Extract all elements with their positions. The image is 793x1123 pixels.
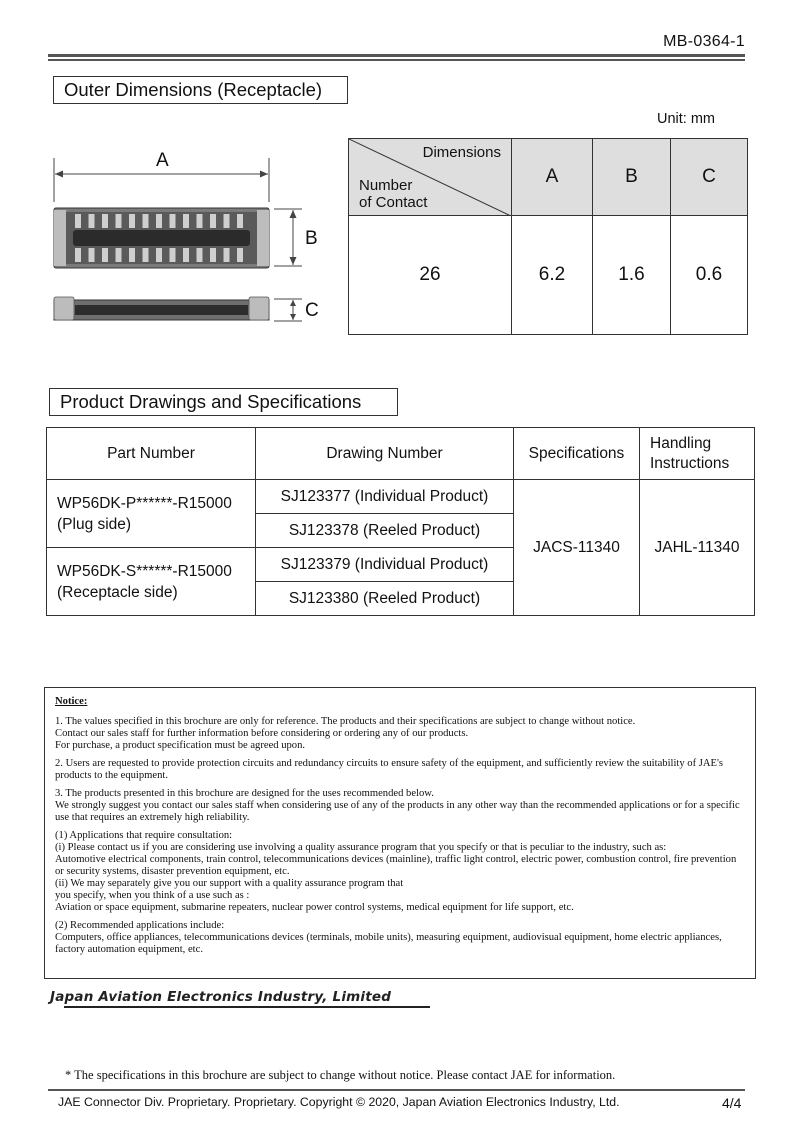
- dimension-label-c: C: [305, 300, 319, 321]
- header-specifications: Specifications: [514, 428, 640, 480]
- notice-box: [44, 687, 756, 979]
- connector-pin: [183, 248, 189, 262]
- notice-title: Notice:: [55, 696, 88, 707]
- dimension-label-a: A: [156, 150, 169, 171]
- header-cell-b: B: [593, 139, 671, 216]
- connector-pin: [210, 214, 216, 228]
- connector-pin: [143, 214, 149, 228]
- part-number-receptacle: [47, 548, 256, 616]
- connector-pin: [116, 248, 122, 262]
- connector-pin: [237, 214, 243, 228]
- connector-pin: [224, 248, 230, 262]
- company-logo-underline: [64, 1006, 430, 1008]
- header-rule-bottom: [48, 59, 745, 61]
- connector-pin: [116, 214, 122, 228]
- connector-pin: [170, 214, 176, 228]
- notice-paragraph-3: 3. The products presented in this brochure are designed for the uses recommended below. We strongly suggest you contact our sales staff when considering use of any of the products in any other way than the recommended applications or for a specific use that requires an extremely high reliability.: [55, 788, 740, 823]
- cell-b: 1.6: [593, 216, 671, 335]
- connector-pin: [102, 214, 108, 228]
- dimensions-table: [348, 138, 748, 335]
- footer-rule: [48, 1089, 745, 1091]
- corner-label-dimensions: Dimensions: [422, 144, 501, 161]
- cell-contacts: 26: [349, 216, 512, 335]
- connector-pin: [89, 214, 95, 228]
- header-handling-instructions: [640, 428, 755, 480]
- connector-pin: [156, 214, 162, 228]
- table-corner-cell: [349, 139, 512, 216]
- section-title-outer-dimensions: [53, 76, 348, 104]
- connector-pin: [170, 248, 176, 262]
- company-logo-text: Japan Aviation Electronics Industry, Limited: [50, 989, 392, 1005]
- part-side-text: (Plug side): [57, 515, 132, 533]
- receptacle-drawing: [45, 150, 335, 330]
- footer-copyright: JAE Connector Div. Proprietary. Proprietary. Copyright © 2020, Japan Aviation Electronics Industry, Ltd.: [58, 1095, 620, 1109]
- product-drawings-table: [46, 427, 755, 616]
- dimension-label-b: B: [305, 228, 318, 249]
- header-drawing-number: Drawing Number: [256, 428, 514, 480]
- header-handling-line2: Instructions: [650, 454, 730, 472]
- notice-paragraph-5: (2) Recommended applications include: Computers, office appliances, telecommunications devices (terminals, mobile units), measuring equipment, audiovisual equipment, home electric appliances, factory automation equipment, etc.: [55, 920, 722, 955]
- part-side-text: (Receptacle side): [57, 583, 178, 601]
- cell-c: 0.6: [671, 216, 748, 335]
- connector-pin: [183, 214, 189, 228]
- notice-paragraph-4: (1) Applications that require consultation: (i) Please contact us if you are considering use involving a quality assurance program that you specify or that is peculiar to the industry, such as: Automotive electrical components, train control, telecommunications devices (mainline), traffic light control, electric power, combustion control, fire prevention or security systems, disaster prevention equipment, etc. (ii) We may separately give you our support with a quality assurance program that you specify, when you think of a use such as : Aviation or space equipment, submarine repeaters, nuclear power control systems, medical equipment for life support, etc.: [55, 830, 737, 913]
- unit-label: Unit: mm: [657, 111, 715, 127]
- specifications-value: JACS-11340: [514, 480, 640, 616]
- connector-pin: [102, 248, 108, 262]
- page-number: 4/4: [722, 1095, 742, 1111]
- header-part-number: Part Number: [47, 428, 256, 480]
- part-number-text: WP56DK-S******-R15000: [57, 562, 232, 580]
- connector-pin: [224, 214, 230, 228]
- drawing-number: SJ123380 (Reeled Product): [256, 582, 514, 616]
- handling-value: JAHL-11340: [640, 480, 755, 616]
- notice-paragraph-1: 1. The values specified in this brochure are only for reference. The products and their specifications are subject to change without notice. Contact our sales staff for further information before considering or ordering any of our products. For purchase, a product specification must be agreed upon.: [55, 716, 636, 751]
- connector-pin: [210, 248, 216, 262]
- drawing-number: SJ123378 (Reeled Product): [256, 514, 514, 548]
- connector-pin: [237, 248, 243, 262]
- connector-pin: [129, 214, 135, 228]
- drawing-number: SJ123379 (Individual Product): [256, 548, 514, 582]
- corner-label-number: Number: [359, 177, 413, 194]
- cell-a: 6.2: [512, 216, 593, 335]
- table-row: [47, 480, 755, 514]
- notice-paragraph-2: 2. Users are requested to provide protection circuits and redundancy circuits to ensure safety of the equipment, and sufficiently review the suitability of JAE's products to the equipment.: [55, 758, 724, 781]
- header-cell-a: A: [512, 139, 593, 216]
- connector-pin: [197, 248, 203, 262]
- corner-label-of-contact: of Contact: [359, 194, 428, 211]
- footnote: * The specifications in this brochure are subject to change without notice. Please contact JAE for information.: [65, 1068, 616, 1082]
- connector-pin: [197, 214, 203, 228]
- connector-pin: [75, 248, 81, 262]
- drawing-number: SJ123377 (Individual Product): [256, 480, 514, 514]
- connector-pin: [89, 248, 95, 262]
- part-number-text: WP56DK-P******-R15000: [57, 494, 232, 512]
- section-title-product-drawings: [49, 388, 398, 416]
- connector-pin: [143, 248, 149, 262]
- section-title-text: Product Drawings and Specifications: [60, 391, 362, 412]
- header-cell-c: C: [671, 139, 748, 216]
- header-handling-line1: Handling: [650, 434, 712, 452]
- connector-pin: [156, 248, 162, 262]
- section-title-text: Outer Dimensions (Receptacle): [64, 79, 323, 100]
- connector-pin: [75, 214, 81, 228]
- connector-pin: [129, 248, 135, 262]
- part-number-plug: [47, 480, 256, 548]
- header-rule-top: [48, 54, 745, 57]
- document-number: MB-0364-1: [663, 33, 745, 50]
